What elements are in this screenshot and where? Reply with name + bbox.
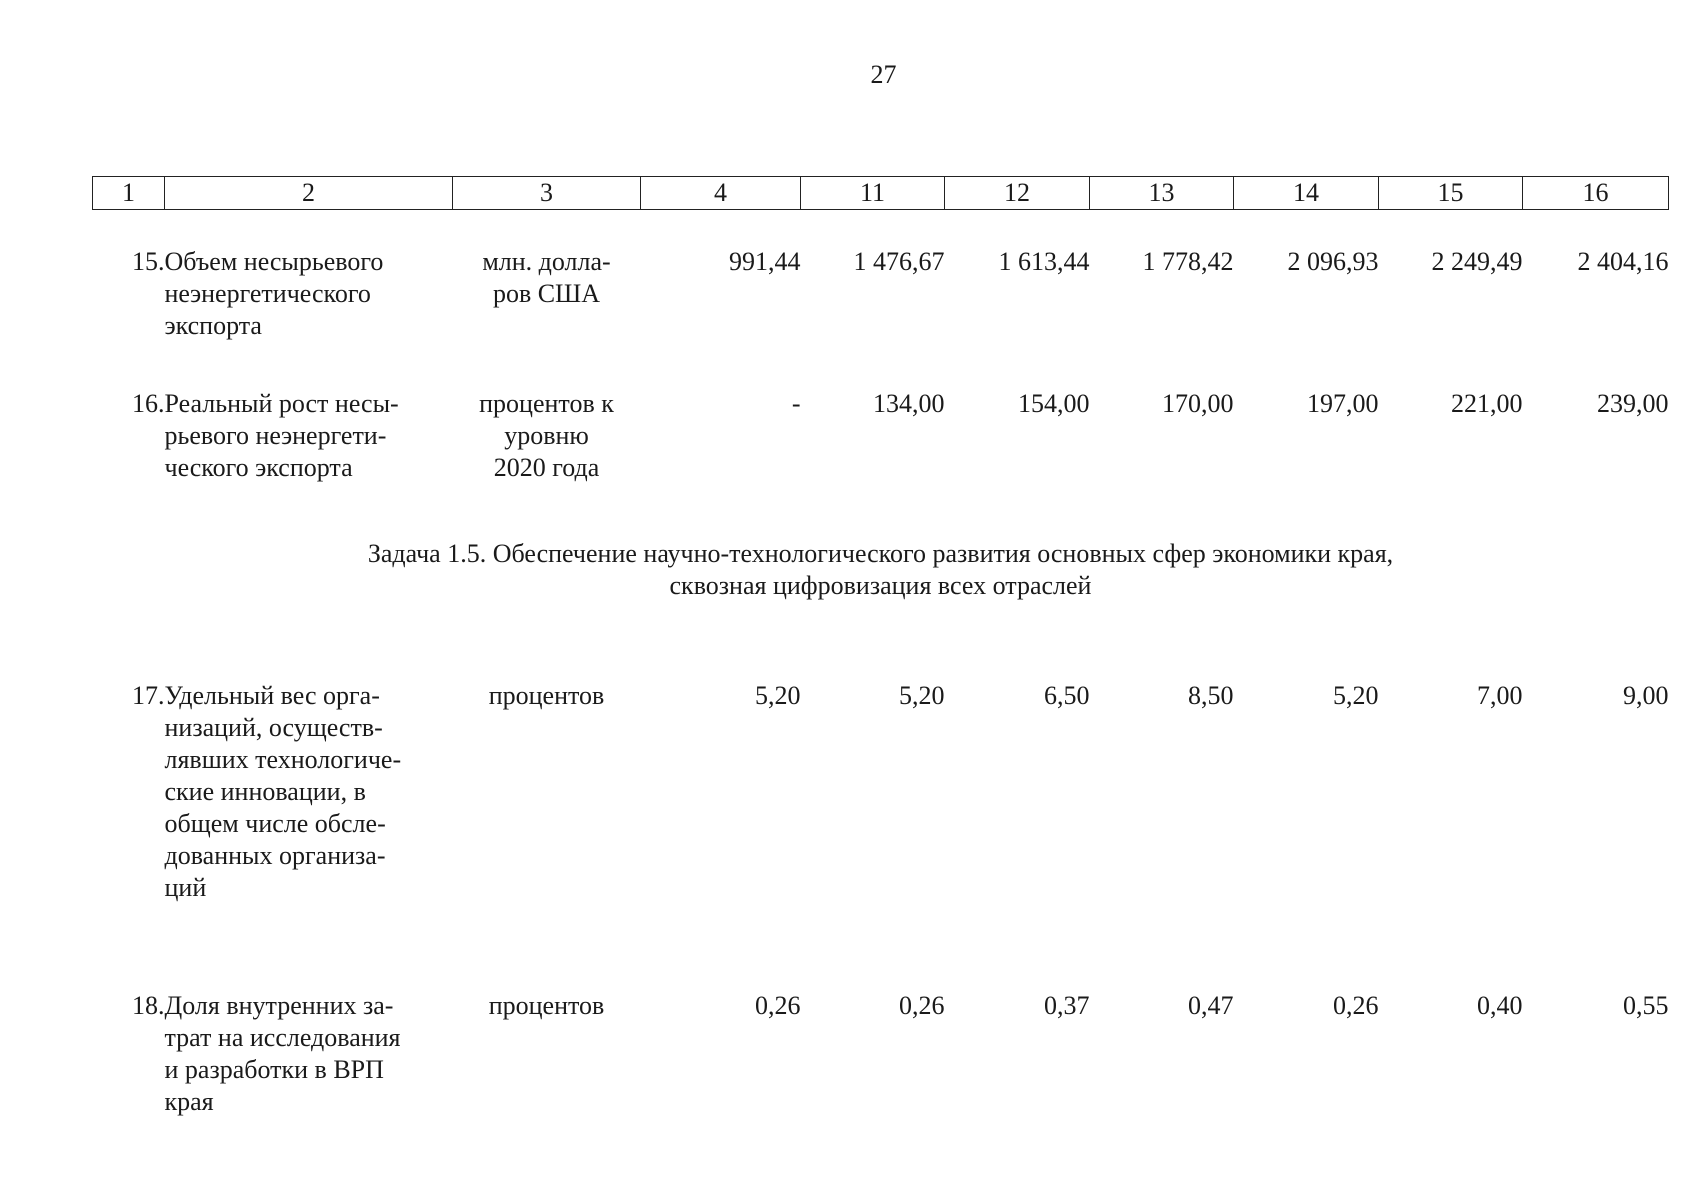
row-number: 18. xyxy=(132,991,165,1020)
column-header: 4 xyxy=(641,177,801,210)
value-cell: 134,00 xyxy=(873,389,945,418)
value-cell: 9,00 xyxy=(1623,681,1669,710)
value-cell: 0,26 xyxy=(755,991,801,1020)
indicator-name-line: и разработки в ВРП xyxy=(164,1055,384,1084)
indicator-name-line: ские инновации, в xyxy=(164,777,366,806)
indicator-name-line: экспорта xyxy=(164,311,262,340)
value-cell: - xyxy=(791,389,801,418)
column-header: 14 xyxy=(1234,177,1379,210)
row-number: 17. xyxy=(132,681,165,710)
value-cell: 1 476,67 xyxy=(853,247,945,276)
value-cell: 5,20 xyxy=(755,681,801,710)
indicator-name xyxy=(165,634,453,944)
value-cell: 221,00 xyxy=(1451,389,1523,418)
table-row xyxy=(93,348,1669,502)
unit-line: процентов к xyxy=(479,389,614,418)
value-cell: 0,26 xyxy=(1333,991,1379,1020)
indicator-name-line: рьевого неэнергети- xyxy=(164,421,387,450)
value-cell: 2 404,16 xyxy=(1577,247,1669,276)
unit xyxy=(453,210,641,349)
task-heading-line: Задача 1.5. Обеспечение научно-технологического развития основных сфер экономики края, xyxy=(367,539,1394,568)
value-cell: 1 778,42 xyxy=(1142,247,1234,276)
indicator-name-line: ческого экспорта xyxy=(164,453,353,482)
task-heading-row xyxy=(93,502,1669,634)
unit-line: уровню xyxy=(504,421,589,450)
value-cell: 2 096,93 xyxy=(1287,247,1379,276)
page-number: 27 xyxy=(870,60,897,89)
indicator-name-line: общем числе обсле- xyxy=(164,809,386,838)
indicator-name-line: низаций, осуществ- xyxy=(164,713,383,742)
value-cell: 0,37 xyxy=(1044,991,1090,1020)
task-heading xyxy=(93,502,1669,634)
column-header: 3 xyxy=(453,177,641,210)
indicator-name-line: дованных организа- xyxy=(164,841,386,870)
indicator-name-line: Реальный рост несы- xyxy=(164,389,399,418)
indicator-name-line: неэнергетического xyxy=(164,279,371,308)
indicator-name-line: трат на исследования xyxy=(164,1023,401,1052)
value-cell: 6,50 xyxy=(1044,681,1090,710)
value-cell: 0,55 xyxy=(1623,991,1669,1020)
unit xyxy=(453,348,641,502)
table-row xyxy=(93,210,1669,349)
unit-line: процентов xyxy=(488,681,605,710)
indicator-name-line: Доля внутренних за- xyxy=(164,991,394,1020)
row-number: 16. xyxy=(132,389,165,418)
column-header: 13 xyxy=(1090,177,1234,210)
indicator-name-line: ций xyxy=(164,873,207,902)
value-cell: 197,00 xyxy=(1307,389,1379,418)
value-cell: 991,44 xyxy=(729,247,801,276)
indicator-name-line: Объем несырьевого xyxy=(164,247,384,276)
column-header: 16 xyxy=(1523,177,1669,210)
column-header: 1 xyxy=(93,177,165,210)
indicator-name xyxy=(165,348,453,502)
row-number: 15. xyxy=(132,247,165,276)
indicators-table xyxy=(92,176,1669,1118)
column-header: 11 xyxy=(801,177,945,210)
unit-line: млн. долла- xyxy=(482,247,611,276)
unit-line: ров США xyxy=(492,279,601,308)
column-header: 15 xyxy=(1379,177,1523,210)
value-cell: 1 613,44 xyxy=(998,247,1090,276)
table-row xyxy=(93,634,1669,944)
unit-line: процентов xyxy=(488,991,605,1020)
value-cell: 7,00 xyxy=(1477,681,1523,710)
value-cell: 154,00 xyxy=(1018,389,1090,418)
unit xyxy=(453,634,641,944)
table-row xyxy=(93,944,1669,1118)
indicator-name-line: края xyxy=(164,1087,214,1116)
unit-line: 2020 года xyxy=(493,453,600,482)
column-number-header-row xyxy=(93,177,1669,210)
indicator-name xyxy=(165,210,453,349)
column-header: 12 xyxy=(945,177,1090,210)
task-heading-line: сквозная цифровизация всех отраслей xyxy=(669,571,1092,600)
column-header: 2 xyxy=(165,177,453,210)
indicator-name-line: Удельный вес орга- xyxy=(164,681,380,710)
value-cell: 0,47 xyxy=(1188,991,1234,1020)
value-cell: 2 249,49 xyxy=(1431,247,1523,276)
value-cell: 8,50 xyxy=(1188,681,1234,710)
value-cell: 239,00 xyxy=(1597,389,1669,418)
indicator-name-line: лявших технологиче- xyxy=(164,745,402,774)
value-cell: 5,20 xyxy=(1333,681,1379,710)
unit xyxy=(453,944,641,1118)
value-cell: 0,40 xyxy=(1477,991,1523,1020)
value-cell: 170,00 xyxy=(1162,389,1234,418)
value-cell: 0,26 xyxy=(899,991,945,1020)
indicator-name xyxy=(165,944,453,1118)
value-cell: 5,20 xyxy=(899,681,945,710)
